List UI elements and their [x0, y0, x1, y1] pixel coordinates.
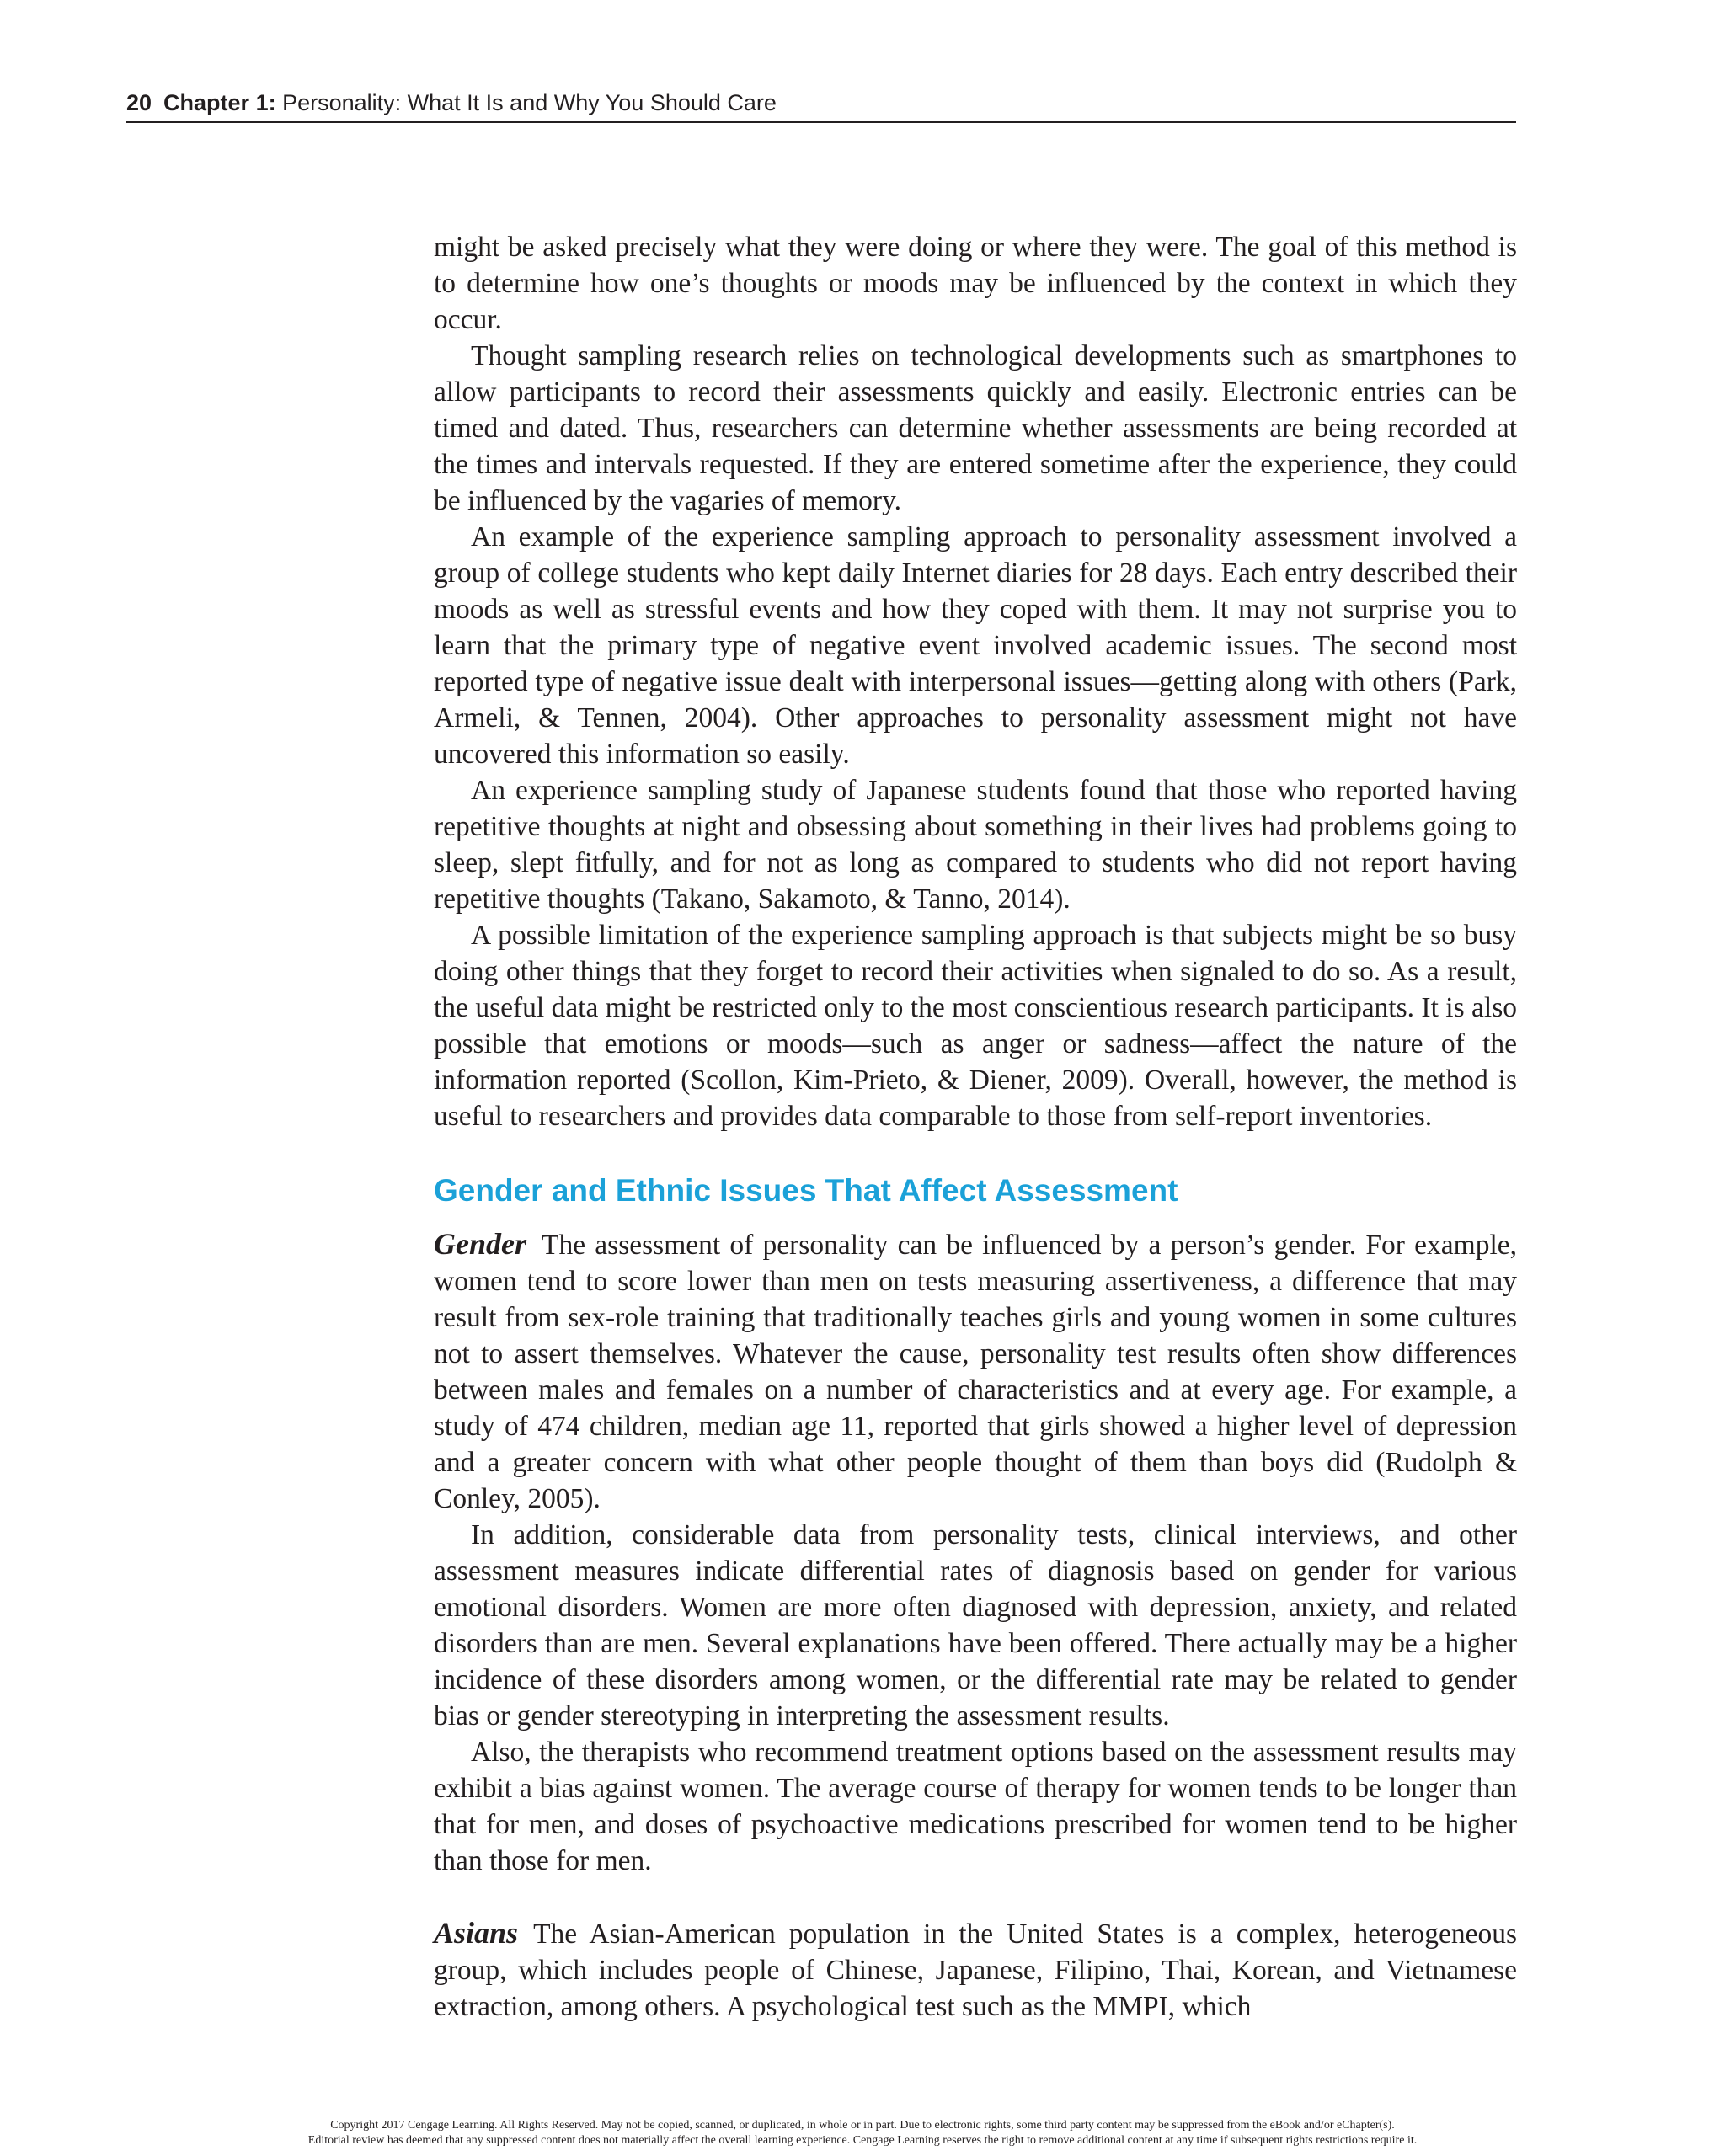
section-heading: Gender and Ethnic Issues That Affect Assessment [434, 1173, 1178, 1208]
running-head [126, 84, 1516, 123]
paragraph-gender [434, 1226, 1517, 1517]
paragraph-limitation: A possible limitation of the experience sampling approach is that subjects might be so busy doing other things that they forget to record their activities when signaled to do so. As a result, the useful data might be restricted only to the most conscientious research participants. It is also possible that emotions or moods—such as anger or sadness—affect the nature of the information reported (Scollon, Kim-Prieto, & Diener, 2009). Overall, however, the method is useful to researchers and provides data comparable to those from self-report inventories. [434, 920, 1517, 1132]
chapter-label: Chapter 1: [163, 90, 276, 115]
paragraph-therapist-bias: Also, the therapists who recommend treatment options based on the assessment results may exhibit a bias against women. The average course of therapy for women tends to be longer than that for men, and doses of psychoactive medications prescribed for women tend to be higher than those for men. [434, 1737, 1517, 1876]
page-number: 20 [126, 90, 152, 115]
paragraph-continued: might be asked precisely what they were doing or where they were. The goal of this method is to determine how one’s thoughts or moods may be influenced by the context in which they occur. [434, 232, 1517, 335]
spacer [434, 1879, 1517, 1915]
gender-run-in-heading: Gender [434, 1227, 526, 1261]
copyright-notice [0, 2118, 1725, 2148]
asians-run-in-heading: Asians [434, 1916, 519, 1950]
gender-text: The assessment of personality can be influenced by a person’s gender. For example, women tend to score lower than men on tests measuring assertiveness, a difference that may result from sex-role training that traditionally teaches girls and young women in some cultures not to assert themselves. Whatever the cause, personality test results often show differences between males and females on a number of characteristics and at every age. For example, a study of 474 children, median age 11, reported that girls showed a higher level of depression and a greater concern with what other people thought of them than boys did (Rudolph & Conley, 2005). [434, 1230, 1517, 1514]
paragraph-japanese-study: An experience sampling study of Japanese students found that those who reported having repetitive thoughts at night and obsessing about something in their lives had problems going to sleep, slept fitfully, and for not as long as compared to students who did not report having repetitive thoughts (Takano, Sakamoto, & Tanno, 2014). [434, 775, 1517, 915]
paragraph-diagnosis-rates: In addition, considerable data from personality tests, clinical interviews, and other assessment measures indicate differential rates of diagnosis based on gender for various emotional disorders. Women are more often diagnosed with depression, anxiety, and related disorders than are men. Several explanations have been offered. There actually may be a higher incidence of these disorders among women, or the differential rate may be related to gender bias or gender stereotyping in interpreting the assessment results. [434, 1519, 1517, 1732]
copyright-line-1: Copyright 2017 Cengage Learning. All Rights Reserved. May not be copied, scanned, or duplicated, in whole or in part. Due to electronic rights, some third party content may be suppressed from the eBook and/or eChapter(s). [330, 2119, 1395, 2132]
text-column [434, 229, 1517, 2025]
paragraph-asians [434, 1915, 1517, 2025]
chapter-title: Personality: What It Is and Why You Should Care [282, 90, 777, 115]
paragraph-experience-sampling-example: An example of the experience sampling approach to personality assessment involved a group of college students who kept daily Internet diaries for 28 days. Each entry described their moods as well as stressful events and how they coped with them. It may not surprise you to learn that the primary type of negative event involved academic issues. The second most reported type of negative issue dealt with interpersonal issues—getting along with others (Park, Armeli, & Tennen, 2004). Other approaches to personality assessment might not have uncovered this information so easily. [434, 521, 1517, 770]
asians-text: The Asian-American population in the United States is a complex, heterogeneous group, which includes people of Chinese, Japanese, Filipino, Thai, Korean, and Vietnamese extraction, among others. A psychological test such as the MMPI, which [434, 1919, 1517, 2022]
copyright-line-2: Editorial review has deemed that any suppressed content does not materially affect the overall learning experience. Cengage Learning reserves the right to remove additional content at any time if subsequent rights restrictions require it. [307, 2134, 1418, 2147]
paragraph-thought-sampling: Thought sampling research relies on technological developments such as smartphones to allow participants to record their assessments quickly and easily. Electronic entries can be timed and dated. Thus, researchers can determine whether assessments are being recorded at the times and intervals requested. If they are entered sometime after the experience, they could be influenced by the vagaries of memory. [434, 340, 1517, 516]
